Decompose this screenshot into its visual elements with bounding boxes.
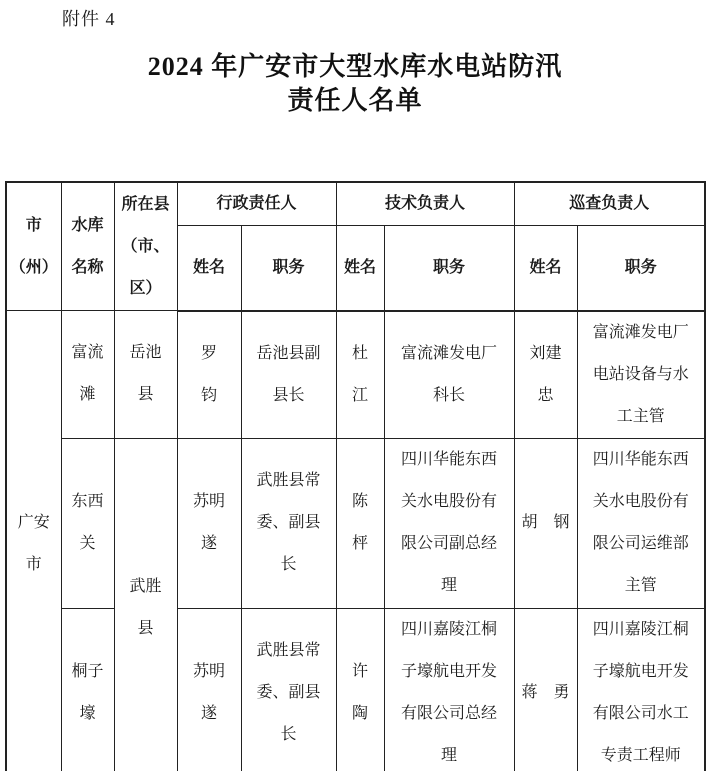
cell-patrol-position: 四川华能东西 关水电股份有 限公司运维部 主管: [577, 438, 705, 608]
table-row: [6, 438, 705, 608]
attachment-label: 附件 4: [62, 9, 116, 29]
cell-patrol-name: 蒋 勇: [514, 608, 577, 771]
cell-admin-position: 岳池县副 县长: [241, 311, 336, 439]
header-tech-name: 姓名: [336, 226, 384, 311]
page-title: [0, 50, 710, 118]
cell-admin-name: 苏明 遂: [177, 608, 241, 771]
cell-admin-position: 武胜县常 委、副县 长: [241, 608, 336, 771]
cell-patrol-name: 胡 钢: [514, 438, 577, 608]
table-row: [6, 311, 705, 439]
header-tech-group: 技术负责人: [336, 182, 514, 226]
cell-tech-position: 四川华能东西 关水电股份有 限公司副总经 理: [384, 438, 514, 608]
header-patrol-position: 职务: [577, 226, 705, 311]
cell-tech-name: 许 陶: [336, 608, 384, 771]
header-county: 所在县 （市、 区）: [114, 182, 177, 311]
cell-tech-name: 杜 江: [336, 311, 384, 439]
cell-tech-position: 四川嘉陵江桐 子壕航电开发 有限公司总经 理: [384, 608, 514, 771]
cell-admin-name: 罗 钧: [177, 311, 241, 439]
header-admin-name: 姓名: [177, 226, 241, 311]
cell-reservoir: 富流 滩: [61, 311, 114, 439]
header-patrol-group: 巡查负责人: [514, 182, 705, 226]
cell-county: 岳池 县: [114, 311, 177, 439]
title-line-2: 责任人名单: [287, 86, 423, 115]
cell-city: 广安 市: [6, 311, 61, 771]
header-patrol-name: 姓名: [514, 226, 577, 311]
cell-admin-position: 武胜县常 委、副县 长: [241, 438, 336, 608]
header-city: 市 （州）: [6, 182, 61, 311]
cell-patrol-position: 富流滩发电厂 电站设备与水 工主管: [577, 311, 705, 439]
title-line-1: 2024 年广安市大型水库水电站防汛: [147, 52, 563, 81]
header-row-groups: [6, 182, 705, 226]
responsibility-table: [5, 181, 706, 771]
cell-tech-position: 富流滩发电厂 科长: [384, 311, 514, 439]
cell-patrol-position: 四川嘉陵江桐 子壕航电开发 有限公司水工 专责工程师: [577, 608, 705, 771]
header-admin-group: 行政责任人: [177, 182, 336, 226]
cell-county: 武胜 县: [114, 438, 177, 771]
table-row: [6, 608, 705, 771]
cell-patrol-name: 刘建 忠: [514, 311, 577, 439]
cell-admin-name: 苏明 遂: [177, 438, 241, 608]
header-tech-position: 职务: [384, 226, 514, 311]
header-admin-position: 职务: [241, 226, 336, 311]
cell-reservoir: 东西 关: [61, 438, 114, 608]
cell-reservoir: 桐子 壕: [61, 608, 114, 771]
header-reservoir: 水库 名称: [61, 182, 114, 311]
cell-tech-name: 陈 枰: [336, 438, 384, 608]
